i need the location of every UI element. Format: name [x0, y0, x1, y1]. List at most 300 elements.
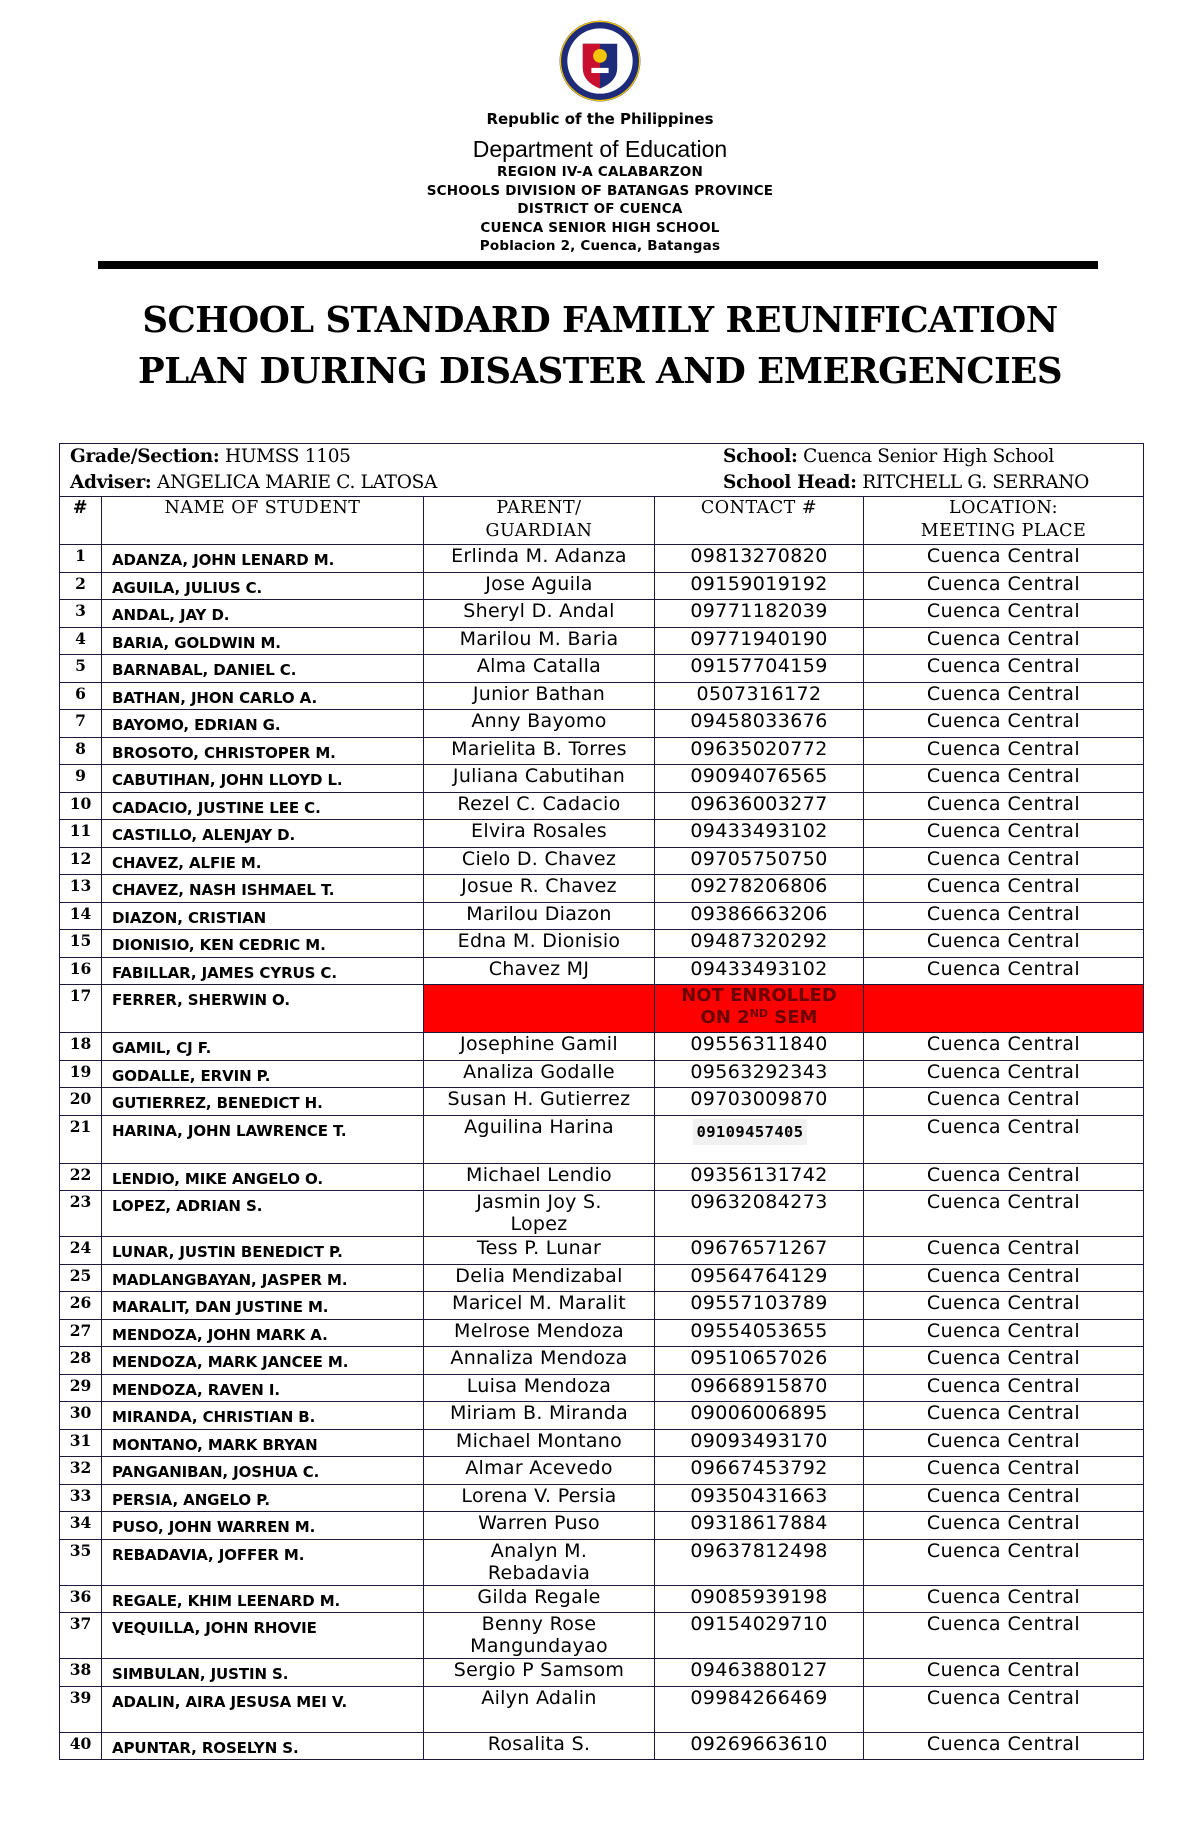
meeting-place: Cuenca Central	[864, 1264, 1144, 1292]
grade-section-value: HUMSS 1105	[224, 446, 351, 467]
table-row	[60, 1088, 1144, 1116]
guardian-name-line-1: Almar Acevedo	[465, 1457, 613, 1479]
student-name: BARIA, GOLDWIN M.	[102, 627, 424, 655]
student-name: REGALE, KHIM LEENARD M.	[102, 1585, 424, 1613]
table-row	[60, 545, 1144, 573]
student-name: VEQUILLA, JOHN RHOVIE	[102, 1613, 424, 1659]
meeting-place: Cuenca Central	[864, 1374, 1144, 1402]
region-line: REGION IV-A CALABARZON	[497, 164, 703, 180]
contact-number: 09278206806	[655, 875, 864, 903]
contact-number: 09458033676	[655, 710, 864, 738]
guardian-name	[424, 792, 655, 820]
student-name: ADANZA, JOHN LENARD M.	[102, 545, 424, 573]
meeting-place: Cuenca Central	[864, 1060, 1144, 1088]
student-name: BARNABAL, DANIEL C.	[102, 655, 424, 683]
adviser-info	[70, 470, 437, 496]
row-number: 5	[60, 655, 102, 683]
guardian-name-line-1: Ailyn Adalin	[481, 1686, 597, 1709]
col-header-name: NAME OF STUDENT	[102, 497, 424, 545]
student-name: LUNAR, JUSTIN BENEDICT P.	[102, 1237, 424, 1265]
meeting-place: Cuenca Central	[864, 957, 1144, 985]
contact-number: 09159019192	[655, 572, 864, 600]
guardian-name-line-1: Chavez MJ	[488, 957, 590, 980]
guardian-name-line-1: Analiza Godalle	[463, 1060, 615, 1083]
table-row	[60, 1484, 1144, 1512]
guardian-name-line-1: Josephine Gamil	[460, 1033, 618, 1055]
guardian-name-line-1: Melrose Mendoza	[454, 1319, 624, 1342]
meeting-place: Cuenca Central	[864, 1659, 1144, 1687]
meeting-place: Cuenca Central	[864, 1402, 1144, 1430]
row-number: 2	[60, 572, 102, 600]
guardian-name-line-1: Alma Catalla	[476, 655, 602, 677]
student-name: ANDAL, JAY D.	[102, 600, 424, 628]
student-name: HARINA, JOHN LAWRENCE T.	[102, 1115, 424, 1163]
contact-number: 09636003277	[655, 792, 864, 820]
grade-section	[70, 444, 351, 470]
guardian-name-line-1: Josue R. Chavez	[461, 875, 617, 897]
table-row	[60, 930, 1144, 958]
guardian-name	[424, 1374, 655, 1402]
letterhead	[0, 18, 1200, 256]
student-name: MIRANDA, CHRISTIAN B.	[102, 1402, 424, 1430]
guardian-name-line-1: Sergio P Samsom	[453, 1659, 625, 1681]
guardian-name-line-1: Junior Bathan	[472, 682, 606, 705]
row-number: 6	[60, 682, 102, 710]
adviser-label: Adviser:	[70, 472, 152, 493]
table-row	[60, 737, 1144, 765]
contact-number: 09157704159	[655, 655, 864, 683]
contact-number: 09667453792	[655, 1457, 864, 1485]
guardian-name-line-1: Warren Puso	[478, 1512, 600, 1534]
class-info-row	[60, 444, 1144, 497]
contact-number: 09433493102	[655, 957, 864, 985]
meeting-place: Cuenca Central	[864, 600, 1144, 628]
student-name: PERSIA, ANGELO P.	[102, 1484, 424, 1512]
contact-number: 09433493102	[655, 820, 864, 848]
student-name: GAMIL, CJ F.	[102, 1033, 424, 1061]
meeting-place: Cuenca Central	[864, 1585, 1144, 1613]
guardian-name-line-1: Juliana Cabutihan	[452, 765, 626, 787]
row-number: 38	[60, 1659, 102, 1687]
meeting-place: Cuenca Central	[864, 792, 1144, 820]
guardian-name-line-1: Lorena V. Persia	[461, 1484, 617, 1507]
header-divider	[98, 261, 1098, 269]
meeting-place: Cuenca Central	[864, 847, 1144, 875]
guardian-name	[424, 1613, 655, 1659]
table-row	[60, 1732, 1144, 1760]
guardian-name-line-1: Marielita B. Torres	[451, 737, 627, 760]
meeting-place: Cuenca Central	[864, 1539, 1144, 1585]
row-number: 31	[60, 1429, 102, 1457]
row-number: 15	[60, 930, 102, 958]
contact-number: 09463880127	[655, 1659, 864, 1687]
guardian-name	[424, 847, 655, 875]
table-row	[60, 1402, 1144, 1430]
grade-section-label: Grade/Section:	[70, 446, 220, 467]
col-header-location	[864, 497, 1144, 545]
table-row	[60, 875, 1144, 903]
col-header-location-l1: LOCATION:	[948, 498, 1059, 518]
student-name: DIAZON, CRISTIAN	[102, 902, 424, 930]
note-line-1: NOT ENROLLED	[681, 985, 837, 1006]
table-row	[60, 1319, 1144, 1347]
contact-number: 09557103789	[655, 1292, 864, 1320]
meeting-place: Cuenca Central	[864, 1237, 1144, 1265]
row-number: 11	[60, 820, 102, 848]
table-row	[60, 765, 1144, 793]
guardian-name-line-1: Analyn M.	[490, 1539, 588, 1562]
guardian-name	[424, 1264, 655, 1292]
guardian-name-line-1: Anny Bayomo	[471, 710, 607, 732]
meeting-place: Cuenca Central	[864, 682, 1144, 710]
row-number: 24	[60, 1237, 102, 1265]
meeting-place: Cuenca Central	[864, 627, 1144, 655]
meeting-place: Cuenca Central	[864, 930, 1144, 958]
guardian-name	[424, 572, 655, 600]
contact-number: 0507316172	[655, 682, 864, 710]
student-name: PANGANIBAN, JOSHUA C.	[102, 1457, 424, 1485]
table-row	[60, 1191, 1144, 1237]
table-row	[60, 1457, 1144, 1485]
table-row	[60, 1585, 1144, 1613]
row-number: 26	[60, 1292, 102, 1320]
student-name: MADLANGBAYAN, JASPER M.	[102, 1264, 424, 1292]
student-name: CABUTIHAN, JOHN LLOYD L.	[102, 765, 424, 793]
guardian-name	[424, 875, 655, 903]
row-number: 28	[60, 1347, 102, 1375]
row-number: 29	[60, 1374, 102, 1402]
student-name: MARALIT, DAN JUSTINE M.	[102, 1292, 424, 1320]
meeting-place: Cuenca Central	[864, 1191, 1144, 1237]
contact-number: 09269663610	[655, 1732, 864, 1760]
row-number: 18	[60, 1033, 102, 1061]
guardian-name-line-1: Luisa Mendoza	[466, 1374, 612, 1397]
guardian-name	[424, 1585, 655, 1613]
row-number: 20	[60, 1088, 102, 1116]
guardian-name	[424, 1512, 655, 1540]
guardian-name	[424, 1539, 655, 1585]
guardian-name-line-1: Gilda Regale	[477, 1585, 601, 1608]
table-row	[60, 792, 1144, 820]
table-row	[60, 1374, 1144, 1402]
meeting-place: Cuenca Central	[864, 1732, 1144, 1760]
guardian-name-line-1: Delia Mendizabal	[455, 1264, 623, 1287]
guardian-name-line-1: Tess P. Lunar	[476, 1237, 602, 1259]
student-name: PUSO, JOHN WARREN M.	[102, 1512, 424, 1540]
table-row	[60, 1686, 1144, 1732]
district-line: DISTRICT OF CUENCA	[517, 201, 683, 217]
row-number: 23	[60, 1191, 102, 1237]
student-name: MENDOZA, JOHN MARK A.	[102, 1319, 424, 1347]
row-number: 36	[60, 1585, 102, 1613]
guardian-name	[424, 737, 655, 765]
guardian-name	[424, 655, 655, 683]
row-number: 7	[60, 710, 102, 738]
student-name: BAYOMO, EDRIAN G.	[102, 710, 424, 738]
student-name: CHAVEZ, ALFIE M.	[102, 847, 424, 875]
guardian-name	[424, 1457, 655, 1485]
row-number: 17	[60, 985, 102, 1033]
student-name: MENDOZA, RAVEN I.	[102, 1374, 424, 1402]
table-row	[60, 1659, 1144, 1687]
contact-number: 09487320292	[655, 930, 864, 958]
contact-number: 09564764129	[655, 1264, 864, 1292]
class-info-cell	[60, 444, 1144, 497]
school-head-label: School Head:	[723, 472, 857, 493]
guardian-name	[424, 1115, 655, 1163]
school-info	[723, 444, 1143, 470]
col-header-num: #	[60, 497, 102, 545]
guardian-name-line-2: Rebadavia	[487, 1561, 591, 1584]
adviser-value: ANGELICA MARIE C. LATOSA	[157, 472, 438, 493]
contact-number: 09085939198	[655, 1585, 864, 1613]
table-row	[60, 627, 1144, 655]
row-number: 13	[60, 875, 102, 903]
guardian-name-line-1: Susan H. Gutierrez	[447, 1088, 631, 1110]
guardian-name	[424, 1292, 655, 1320]
row-number: 14	[60, 902, 102, 930]
student-name: MONTANO, MARK BRYAN	[102, 1429, 424, 1457]
contact-number: 09703009870	[655, 1088, 864, 1116]
school-value: Cuenca Senior High School	[803, 446, 1055, 467]
guardian-name	[424, 682, 655, 710]
meeting-place: Cuenca Central	[864, 1088, 1144, 1116]
student-name: FABILLAR, JAMES CYRUS C.	[102, 957, 424, 985]
guardian-name	[424, 1237, 655, 1265]
title-line-1: SCHOOL STANDARD FAMILY REUNIFICATION	[142, 300, 1058, 341]
contact-number: 09676571267	[655, 1237, 864, 1265]
contact-number: 09556311840	[655, 1033, 864, 1061]
row-number: 22	[60, 1163, 102, 1191]
guardian-name-line-1: Jasmin Joy S.	[476, 1191, 602, 1213]
contact-number: 09350431663	[655, 1484, 864, 1512]
table-row	[60, 902, 1144, 930]
row-number: 10	[60, 792, 102, 820]
table-row	[60, 600, 1144, 628]
col-header-guardian-l2: GUARDIAN	[485, 521, 593, 541]
row-number: 3	[60, 600, 102, 628]
school-address-line: Poblacion 2, Cuenca, Batangas	[479, 238, 721, 254]
contact-number: 09637812498	[655, 1539, 864, 1585]
contact-number: 09386663206	[655, 902, 864, 930]
table-row	[60, 1539, 1144, 1585]
student-name: REBADAVIA, JOFFER M.	[102, 1539, 424, 1585]
meeting-place: Cuenca Central	[864, 1115, 1144, 1163]
student-name: BROSOTO, CHRISTOPER M.	[102, 737, 424, 765]
guardian-name-line-1: Benny Rose	[481, 1613, 597, 1635]
column-header-row	[60, 497, 1144, 545]
contact-number: 09093493170	[655, 1429, 864, 1457]
contact-number: 09318617884	[655, 1512, 864, 1540]
meeting-place: Cuenca Central	[864, 820, 1144, 848]
guardian-name-line-1: Edna M. Dionisio	[457, 930, 621, 952]
contact-number: 09984266469	[655, 1686, 864, 1732]
guardian-name-line-1: Jose Aguila	[485, 572, 593, 595]
school-label: School:	[723, 446, 798, 467]
table-row	[60, 820, 1144, 848]
table-row	[60, 985, 1144, 1033]
guardian-name-line-1: Erlinda M. Adanza	[451, 545, 627, 567]
row-number: 16	[60, 957, 102, 985]
meeting-place: Cuenca Central	[864, 1484, 1144, 1512]
guardian-name-line-1: Rosalita S.	[487, 1732, 591, 1755]
row-number: 1	[60, 545, 102, 573]
row-number: 27	[60, 1319, 102, 1347]
row-number: 9	[60, 765, 102, 793]
student-name: CHAVEZ, NASH ISHMAEL T.	[102, 875, 424, 903]
guardian-name	[424, 1686, 655, 1732]
division-line: SCHOOLS DIVISION OF BATANGAS PROVINCE	[426, 182, 774, 199]
table-row	[60, 682, 1144, 710]
document-title	[0, 295, 1200, 397]
contact-number: 09705750750	[655, 847, 864, 875]
row-number: 12	[60, 847, 102, 875]
row-number: 30	[60, 1402, 102, 1430]
student-name: CADACIO, JUSTINE LEE C.	[102, 792, 424, 820]
guardian-name	[424, 765, 655, 793]
guardian-name-line-1: Rezel C. Cadacio	[457, 792, 621, 815]
table-row	[60, 710, 1144, 738]
meeting-place: Cuenca Central	[864, 1613, 1144, 1659]
guardian-name-line-1: Marilou M. Baria	[459, 627, 619, 650]
table-row	[60, 1347, 1144, 1375]
table-row	[60, 1163, 1144, 1191]
student-name: LOPEZ, ADRIAN S.	[102, 1191, 424, 1237]
student-name: GODALLE, ERVIN P.	[102, 1060, 424, 1088]
meeting-place: Cuenca Central	[864, 1163, 1144, 1191]
guardian-name	[424, 600, 655, 628]
guardian-name	[424, 1402, 655, 1430]
department-line: Department of Education	[472, 136, 728, 162]
meeting-place: Cuenca Central	[864, 902, 1144, 930]
row-number: 19	[60, 1060, 102, 1088]
student-name: APUNTAR, ROSELYN S.	[102, 1732, 424, 1760]
contact-number: 09154029710	[655, 1613, 864, 1659]
guardian-name	[424, 1191, 655, 1237]
student-name: LENDIO, MIKE ANGELO O.	[102, 1163, 424, 1191]
meeting-place: Cuenca Central	[864, 765, 1144, 793]
guardian-name	[424, 1484, 655, 1512]
table-row	[60, 1264, 1144, 1292]
guardian-name-line-1: Michael Montano	[455, 1429, 623, 1452]
student-name: SIMBULAN, JUSTIN S.	[102, 1659, 424, 1687]
contact-number: 09771940190	[655, 627, 864, 655]
table-row	[60, 957, 1144, 985]
table-row	[60, 1429, 1144, 1457]
guardian-name	[424, 1429, 655, 1457]
guardian-name-line-1: Michael Lendio	[466, 1163, 612, 1186]
student-name: ADALIN, AIRA JESUSA MEI V.	[102, 1686, 424, 1732]
guardian-name-line-2: Lopez	[510, 1213, 568, 1235]
address-block	[0, 163, 1200, 256]
deped-seal-icon	[557, 18, 643, 104]
row-number: 35	[60, 1539, 102, 1585]
table-row	[60, 1292, 1144, 1320]
guardian-name	[424, 1088, 655, 1116]
note-line-2: ON 2ND SEM	[700, 1007, 818, 1028]
guardian-name	[424, 627, 655, 655]
col-header-contact: CONTACT #	[655, 497, 864, 545]
contact-number: 09668915870	[655, 1374, 864, 1402]
contact-number: 09510657026	[655, 1347, 864, 1375]
guardian-name	[424, 820, 655, 848]
row-number: 32	[60, 1457, 102, 1485]
col-header-guardian	[424, 497, 655, 545]
meeting-place: Cuenca Central	[864, 737, 1144, 765]
guardian-name	[424, 1347, 655, 1375]
guardian-name-line-1: Elvira Rosales	[471, 820, 607, 842]
guardian-name	[424, 710, 655, 738]
meeting-place: Cuenca Central	[864, 1457, 1144, 1485]
table-row	[60, 1512, 1144, 1540]
guardian-name	[424, 957, 655, 985]
student-name: FERRER, SHERWIN O.	[102, 985, 424, 1033]
row-number: 39	[60, 1686, 102, 1732]
row-number: 21	[60, 1115, 102, 1163]
school-line: CUENCA SENIOR HIGH SCHOOL	[480, 219, 720, 236]
table-row	[60, 1060, 1144, 1088]
table-row	[60, 847, 1144, 875]
col-header-location-l2: MEETING PLACE	[920, 521, 1087, 541]
table-row	[60, 655, 1144, 683]
school-head-value: RITCHELL G. SERRANO	[862, 472, 1090, 493]
guardian-cell-empty	[424, 985, 655, 1033]
student-name: AGUILA, JULIUS C.	[102, 572, 424, 600]
republic-line: Republic of the Philippines	[486, 110, 714, 128]
guardian-name	[424, 902, 655, 930]
guardian-name	[424, 545, 655, 573]
meeting-place: Cuenca Central	[864, 1033, 1144, 1061]
meeting-place: Cuenca Central	[864, 655, 1144, 683]
contact-number: 09356131742	[655, 1163, 864, 1191]
location-cell-empty	[864, 985, 1144, 1033]
student-name: GUTIERREZ, BENEDICT H.	[102, 1088, 424, 1116]
table-row	[60, 1237, 1144, 1265]
guardian-name-line-1: Cielo D. Chavez	[461, 847, 617, 870]
student-name: DIONISIO, KEN CEDRIC M.	[102, 930, 424, 958]
contact-number: 09563292343	[655, 1060, 864, 1088]
row-number: 4	[60, 627, 102, 655]
guardian-name-line-1: Miriam B. Miranda	[449, 1402, 629, 1424]
guardian-name	[424, 1163, 655, 1191]
col-header-guardian-l1: PARENT/	[496, 498, 582, 518]
contact-number	[655, 1115, 864, 1163]
row-number: 37	[60, 1613, 102, 1659]
guardian-name-line-1: Aguilina Harina	[464, 1115, 614, 1138]
meeting-place: Cuenca Central	[864, 1292, 1144, 1320]
contact-number: 09554053655	[655, 1319, 864, 1347]
contact-number: 09094076565	[655, 765, 864, 793]
guardian-name-line-1: Sheryl D. Andal	[463, 600, 615, 622]
student-name: MENDOZA, MARK JANCEE M.	[102, 1347, 424, 1375]
guardian-name-line-2: Mangundayao	[470, 1635, 608, 1657]
row-number: 8	[60, 737, 102, 765]
row-number: 33	[60, 1484, 102, 1512]
row-number: 25	[60, 1264, 102, 1292]
guardian-name	[424, 1033, 655, 1061]
table-row	[60, 572, 1144, 600]
meeting-place: Cuenca Central	[864, 1429, 1144, 1457]
not-enrolled-note	[655, 985, 864, 1033]
meeting-place: Cuenca Central	[864, 545, 1144, 573]
contact-number: 09771182039	[655, 600, 864, 628]
contact-number: 09635020772	[655, 737, 864, 765]
contact-number-highlight: 09109457405	[693, 1119, 806, 1145]
table-row	[60, 1115, 1144, 1163]
table-row	[60, 1613, 1144, 1659]
meeting-place: Cuenca Central	[864, 572, 1144, 600]
guardian-name	[424, 1732, 655, 1760]
